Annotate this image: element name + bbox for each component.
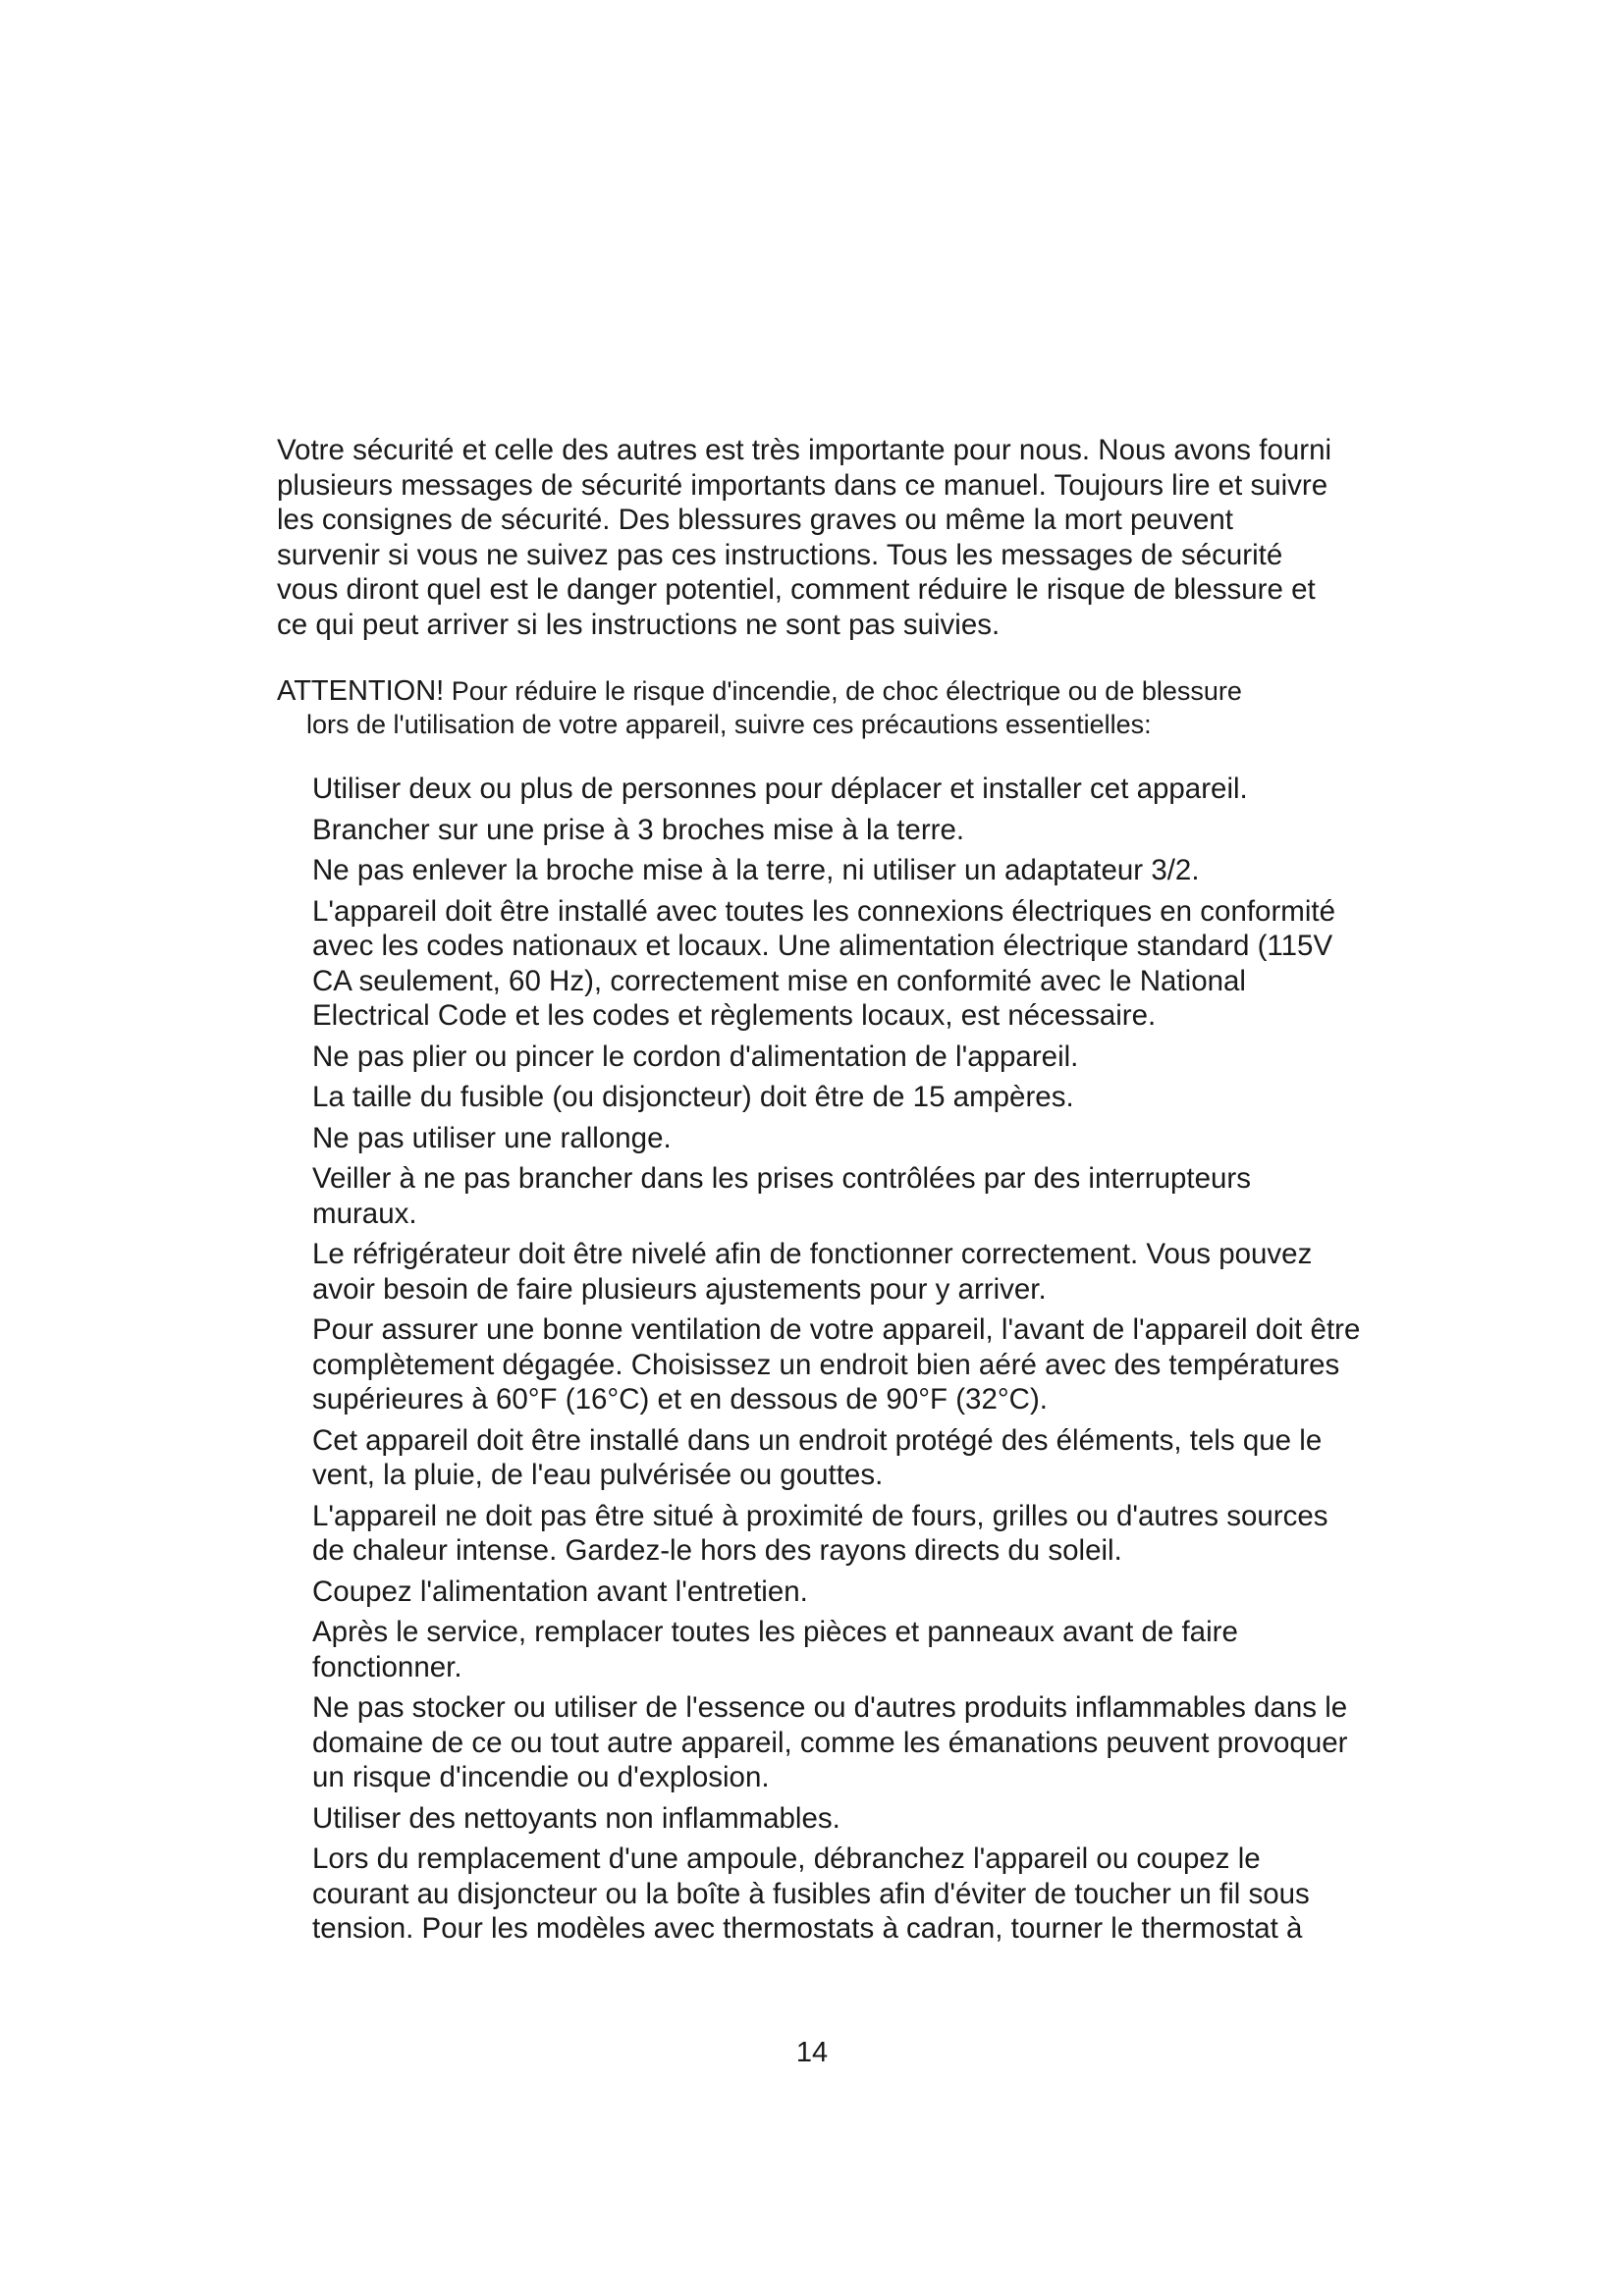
list-item: Pour assurer une bonne ventilation de votre appareil, l'avant de l'appareil doit être complètement dégagée. Choisissez un endroit bien aéré avec des températures supérieures à 60°F (16°C) et en dessous de 90°F (32°C). bbox=[312, 1313, 1361, 1415]
list-item: Après le service, remplacer toutes les pièces et panneaux avant de faire fonctionner. bbox=[312, 1616, 1238, 1683]
list-item: Brancher sur une prise à 3 broches mise à la terre. bbox=[312, 813, 965, 846]
list-item: La taille du fusible (ou disjoncteur) doit être de 15 ampères. bbox=[312, 1081, 1074, 1113]
list-item: Utiliser des nettoyants non inflammables. bbox=[312, 1801, 840, 1835]
attention-notice bbox=[277, 674, 1337, 741]
list-item: Utiliser deux ou plus de personnes pour déplacer et installer cet appareil. bbox=[312, 773, 1248, 805]
page-number: 14 bbox=[795, 2037, 829, 2068]
attention-line-2: lors de l'utilisation de votre appareil, suivre ces précautions essentielles: bbox=[306, 710, 1152, 739]
attention-line-1: Pour réduire le risque d'incendie, de choc électrique ou de blessure bbox=[444, 676, 1242, 706]
list-item: Ne pas plier ou pincer le cordon d'alimentation de l'appareil. bbox=[312, 1040, 1079, 1073]
list-item: Ne pas stocker ou utiliser de l'essence ou d'autres produits inflammables dans le domaine de ce ou tout autre appareil, comme les émanations peuvent provoquer un risque d'incendie ou d'explosion. bbox=[312, 1691, 1348, 1793]
list-item: Veiller à ne pas brancher dans les prises contrôlées par des interrupteurs muraux. bbox=[312, 1162, 1251, 1230]
list-item: Ne pas enlever la broche mise à la terre, ni utiliser un adaptateur 3/2. bbox=[312, 854, 1200, 886]
attention-label: ATTENTION! bbox=[277, 675, 445, 707]
list-item: L'appareil ne doit pas être situé à proximité de fours, grilles ou d'autres sources de chaleur intense. Gardez-le hors des rayons directs du soleil. bbox=[312, 1499, 1328, 1567]
list-item: L'appareil doit être installé avec toutes les connexions électriques en conformité avec les codes nationaux et locaux. Une alimentation électrique standard (115V CA seulement, 60 Hz), correctement mise en conformité avec le National Electrical Code et les codes et règlements locaux, est nécessaire. bbox=[312, 894, 1336, 1032]
safety-intro-paragraph: Votre sécurité et celle des autres est très importante pour nous. Nous avons fourni plusieurs messages de sécurité importants dans ce manuel. Toujours lire et suivre les consignes de sécurité. Des blessures graves ou même la mort peuvent survenir si vous ne suivez pas ces instructions. Tous les messages de sécurité vous diront quel est le danger potentiel, comment réduire le risque de blessure et ce qui peut arriver si les instructions ne sont pas suivies. bbox=[277, 434, 1332, 641]
safety-precautions-list bbox=[312, 772, 1363, 1952]
list-item: Coupez l'alimentation avant l'entretien. bbox=[312, 1575, 808, 1608]
list-item: Lors du remplacement d'une ampoule, débranchez l'appareil ou coupez le courant au disjoncteur ou la boîte à fusibles afin d'éviter de toucher un fil sous tension. Pour les modèles avec thermostats à cadran, tourner le thermostat à bbox=[312, 1842, 1310, 1945]
list-item: Le réfrigérateur doit être nivelé afin de fonctionner correctement. Vous pouvez avoir besoin de faire plusieurs ajustements pour y arriver. bbox=[312, 1238, 1313, 1306]
list-item: Cet appareil doit être installé dans un endroit protégé des éléments, tels que le vent, la pluie, de l'eau pulvérisée ou gouttes. bbox=[312, 1423, 1323, 1491]
list-item: Ne pas utiliser une rallonge. bbox=[312, 1121, 672, 1154]
